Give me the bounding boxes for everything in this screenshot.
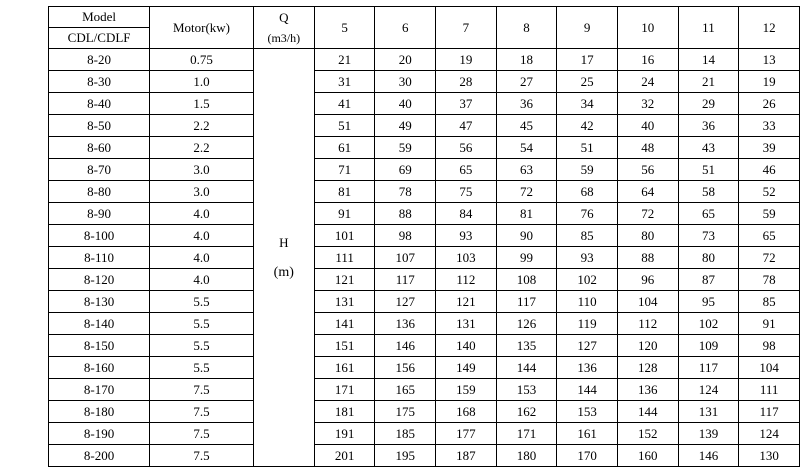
table-row — [49, 313, 800, 335]
header-flow-8: 8 — [496, 7, 557, 49]
cell-head-value: 141 — [314, 313, 375, 335]
pump-performance-table — [48, 6, 800, 467]
cell-head-value: 85 — [739, 291, 800, 313]
cell-head-value: 144 — [557, 379, 618, 401]
cell-head-value: 126 — [496, 313, 557, 335]
cell-head-value: 160 — [617, 445, 678, 467]
header-flow-9: 9 — [557, 7, 618, 49]
cell-head-value: 131 — [314, 291, 375, 313]
cell-head-value: 76 — [557, 203, 618, 225]
cell-head-value: 18 — [496, 49, 557, 71]
cell-head-value: 40 — [617, 115, 678, 137]
cell-model: 8-160 — [49, 357, 150, 379]
cell-head-value: 51 — [557, 137, 618, 159]
cell-head-value: 72 — [739, 247, 800, 269]
table-row — [49, 423, 800, 445]
cell-head-value: 85 — [557, 225, 618, 247]
cell-head-value: 93 — [557, 247, 618, 269]
cell-head-value: 104 — [617, 291, 678, 313]
cell-head-value: 159 — [436, 379, 497, 401]
cell-head-value: 107 — [375, 247, 436, 269]
cell-head-value: 64 — [617, 181, 678, 203]
cell-head-value: 80 — [678, 247, 739, 269]
cell-head-value: 81 — [314, 181, 375, 203]
cell-motor: 3.0 — [150, 181, 254, 203]
cell-model: 8-150 — [49, 335, 150, 357]
cell-model: 8-70 — [49, 159, 150, 181]
header-model-line1: Model — [49, 7, 149, 28]
cell-head-value: 124 — [678, 379, 739, 401]
cell-head-value: 119 — [557, 313, 618, 335]
cell-head-value: 65 — [436, 159, 497, 181]
cell-head-value: 56 — [436, 137, 497, 159]
pump-performance-sheet — [0, 6, 800, 463]
table-row — [49, 137, 800, 159]
cell-head-value: 95 — [678, 291, 739, 313]
cell-head-value: 108 — [496, 269, 557, 291]
cell-head-value: 170 — [557, 445, 618, 467]
cell-head-value: 84 — [436, 203, 497, 225]
cell-head-value: 111 — [739, 379, 800, 401]
cell-head-value: 59 — [557, 159, 618, 181]
cell-head-value: 49 — [375, 115, 436, 137]
cell-head-value: 161 — [557, 423, 618, 445]
cell-head-value: 43 — [678, 137, 739, 159]
cell-head-value: 93 — [436, 225, 497, 247]
header-model — [49, 7, 150, 49]
cell-head-value: 112 — [617, 313, 678, 335]
cell-head-value: 168 — [436, 401, 497, 423]
table-row — [49, 291, 800, 313]
cell-head-value: 127 — [557, 335, 618, 357]
table-row — [49, 401, 800, 423]
cell-head-value: 31 — [314, 71, 375, 93]
cell-head-value: 73 — [678, 225, 739, 247]
cell-head-value: 24 — [617, 71, 678, 93]
cell-head-value: 63 — [496, 159, 557, 181]
cell-head-value: 25 — [557, 71, 618, 93]
cell-head-value: 195 — [375, 445, 436, 467]
table-row — [49, 379, 800, 401]
cell-motor: 5.5 — [150, 335, 254, 357]
header-q-symbol: Q — [279, 9, 289, 25]
cell-head-value: 121 — [436, 291, 497, 313]
header-flow-11: 11 — [678, 7, 739, 49]
cell-head-value: 130 — [739, 445, 800, 467]
cell-motor: 4.0 — [150, 247, 254, 269]
cell-head-value: 19 — [739, 71, 800, 93]
cell-head-value: 180 — [496, 445, 557, 467]
table-row — [49, 269, 800, 291]
cell-motor: 7.5 — [150, 445, 254, 467]
header-h-unit: (m) — [273, 264, 294, 280]
cell-head-value: 91 — [314, 203, 375, 225]
cell-model: 8-200 — [49, 445, 150, 467]
cell-head-value: 185 — [375, 423, 436, 445]
cell-motor: 1.0 — [150, 71, 254, 93]
cell-head-value: 65 — [739, 225, 800, 247]
cell-head-value: 88 — [617, 247, 678, 269]
cell-head-value: 161 — [314, 357, 375, 379]
cell-head-value: 51 — [678, 159, 739, 181]
cell-head-value: 112 — [436, 269, 497, 291]
cell-head-value: 103 — [436, 247, 497, 269]
cell-head-value: 140 — [436, 335, 497, 357]
cell-head-value: 33 — [739, 115, 800, 137]
cell-head-value: 146 — [375, 335, 436, 357]
cell-head-value: 54 — [496, 137, 557, 159]
cell-head-value: 45 — [496, 115, 557, 137]
cell-head-value: 162 — [496, 401, 557, 423]
cell-head-value: 127 — [375, 291, 436, 313]
cell-head-value: 72 — [617, 203, 678, 225]
header-q-unit: (m3/h) — [267, 30, 301, 45]
cell-head-value: 128 — [617, 357, 678, 379]
cell-head-value: 65 — [678, 203, 739, 225]
table-row — [49, 93, 800, 115]
table-body — [49, 7, 800, 467]
cell-motor: 5.5 — [150, 313, 254, 335]
cell-head-value: 39 — [739, 137, 800, 159]
cell-head-value: 171 — [496, 423, 557, 445]
cell-model: 8-130 — [49, 291, 150, 313]
cell-head-value: 136 — [557, 357, 618, 379]
cell-model: 8-170 — [49, 379, 150, 401]
cell-head-value: 37 — [436, 93, 497, 115]
cell-model: 8-50 — [49, 115, 150, 137]
cell-model: 8-80 — [49, 181, 150, 203]
cell-head-value: 59 — [375, 137, 436, 159]
cell-head-value: 153 — [496, 379, 557, 401]
cell-head-value: 99 — [496, 247, 557, 269]
cell-head-value: 91 — [739, 313, 800, 335]
cell-head-value: 98 — [375, 225, 436, 247]
cell-head-value: 110 — [557, 291, 618, 313]
cell-head-value: 136 — [375, 313, 436, 335]
header-flow-q — [253, 7, 314, 49]
cell-motor: 5.5 — [150, 291, 254, 313]
table-row — [49, 181, 800, 203]
cell-head-value: 117 — [678, 357, 739, 379]
table-row — [49, 225, 800, 247]
cell-head-value: 59 — [739, 203, 800, 225]
cell-head-value: 136 — [617, 379, 678, 401]
cell-head-value: 27 — [496, 71, 557, 93]
cell-head-value: 102 — [678, 313, 739, 335]
cell-head-value: 117 — [739, 401, 800, 423]
cell-model: 8-180 — [49, 401, 150, 423]
cell-head-value: 58 — [678, 181, 739, 203]
cell-head-value: 102 — [557, 269, 618, 291]
cell-head-value: 101 — [314, 225, 375, 247]
cell-head-value: 98 — [739, 335, 800, 357]
cell-head-value: 177 — [436, 423, 497, 445]
cell-motor: 5.5 — [150, 357, 254, 379]
cell-motor: 7.5 — [150, 423, 254, 445]
cell-head-value: 117 — [375, 269, 436, 291]
cell-head-value: 181 — [314, 401, 375, 423]
cell-head-value: 13 — [739, 49, 800, 71]
cell-head-value: 34 — [557, 93, 618, 115]
cell-head-value: 135 — [496, 335, 557, 357]
cell-head-value: 109 — [678, 335, 739, 357]
cell-head-value: 32 — [617, 93, 678, 115]
cell-model: 8-120 — [49, 269, 150, 291]
cell-head-value: 48 — [617, 137, 678, 159]
cell-head-value: 146 — [678, 445, 739, 467]
cell-head-value: 120 — [617, 335, 678, 357]
cell-motor: 2.2 — [150, 115, 254, 137]
cell-model: 8-20 — [49, 49, 150, 71]
cell-model: 8-140 — [49, 313, 150, 335]
cell-head-value: 17 — [557, 49, 618, 71]
cell-head-value: 19 — [436, 49, 497, 71]
cell-head-value: 61 — [314, 137, 375, 159]
cell-head-value: 20 — [375, 49, 436, 71]
cell-head-value: 153 — [557, 401, 618, 423]
header-h-symbol: H — [279, 234, 289, 250]
cell-head-value: 171 — [314, 379, 375, 401]
cell-head-value: 96 — [617, 269, 678, 291]
cell-head-value: 21 — [678, 71, 739, 93]
cell-head-value: 52 — [739, 181, 800, 203]
cell-head-value: 14 — [678, 49, 739, 71]
table-row — [49, 203, 800, 225]
cell-head-value: 124 — [739, 423, 800, 445]
cell-model: 8-110 — [49, 247, 150, 269]
cell-head-value: 26 — [739, 93, 800, 115]
cell-head-value: 28 — [436, 71, 497, 93]
cell-head-value: 40 — [375, 93, 436, 115]
cell-head-value: 152 — [617, 423, 678, 445]
cell-head-value: 175 — [375, 401, 436, 423]
cell-head-value: 41 — [314, 93, 375, 115]
table-row — [49, 247, 800, 269]
cell-motor: 4.0 — [150, 269, 254, 291]
cell-motor: 0.75 — [150, 49, 254, 71]
cell-head-value: 36 — [496, 93, 557, 115]
cell-head-value: 30 — [375, 71, 436, 93]
cell-head-value: 187 — [436, 445, 497, 467]
cell-motor: 7.5 — [150, 401, 254, 423]
cell-head-value: 121 — [314, 269, 375, 291]
header-motor: Motor(kw) — [150, 7, 254, 49]
table-row — [49, 357, 800, 379]
cell-head-value: 201 — [314, 445, 375, 467]
cell-head-value: 29 — [678, 93, 739, 115]
cell-model: 8-100 — [49, 225, 150, 247]
table-row — [49, 335, 800, 357]
cell-head-value: 80 — [617, 225, 678, 247]
header-flow-7: 7 — [436, 7, 497, 49]
header-model-line2: CDL/CDLF — [67, 30, 131, 45]
header-head-h — [253, 49, 314, 467]
cell-model: 8-40 — [49, 93, 150, 115]
cell-head-value: 69 — [375, 159, 436, 181]
cell-motor: 4.0 — [150, 203, 254, 225]
cell-head-value: 191 — [314, 423, 375, 445]
cell-head-value: 156 — [375, 357, 436, 379]
cell-motor: 4.0 — [150, 225, 254, 247]
cell-head-value: 46 — [739, 159, 800, 181]
cell-head-value: 104 — [739, 357, 800, 379]
header-flow-10: 10 — [617, 7, 678, 49]
cell-head-value: 51 — [314, 115, 375, 137]
cell-model: 8-60 — [49, 137, 150, 159]
cell-head-value: 117 — [496, 291, 557, 313]
cell-head-value: 87 — [678, 269, 739, 291]
table-row — [49, 49, 800, 71]
cell-head-value: 88 — [375, 203, 436, 225]
cell-model: 8-30 — [49, 71, 150, 93]
cell-head-value: 21 — [314, 49, 375, 71]
table-row — [49, 71, 800, 93]
header-flow-12: 12 — [739, 7, 800, 49]
cell-head-value: 131 — [678, 401, 739, 423]
cell-head-value: 78 — [739, 269, 800, 291]
cell-head-value: 16 — [617, 49, 678, 71]
cell-head-value: 42 — [557, 115, 618, 137]
cell-head-value: 78 — [375, 181, 436, 203]
cell-model: 8-190 — [49, 423, 150, 445]
cell-head-value: 144 — [617, 401, 678, 423]
cell-head-value: 75 — [436, 181, 497, 203]
cell-head-value: 131 — [436, 313, 497, 335]
cell-head-value: 81 — [496, 203, 557, 225]
cell-head-value: 36 — [678, 115, 739, 137]
header-flow-6: 6 — [375, 7, 436, 49]
cell-motor: 2.2 — [150, 137, 254, 159]
cell-motor: 1.5 — [150, 93, 254, 115]
cell-head-value: 144 — [496, 357, 557, 379]
cell-head-value: 72 — [496, 181, 557, 203]
cell-head-value: 139 — [678, 423, 739, 445]
cell-head-value: 68 — [557, 181, 618, 203]
cell-head-value: 56 — [617, 159, 678, 181]
table-row — [49, 115, 800, 137]
header-flow-5: 5 — [314, 7, 375, 49]
cell-head-value: 71 — [314, 159, 375, 181]
table-row — [49, 159, 800, 181]
cell-motor: 7.5 — [150, 379, 254, 401]
cell-model: 8-90 — [49, 203, 150, 225]
cell-head-value: 111 — [314, 247, 375, 269]
table-row — [49, 445, 800, 467]
cell-head-value: 149 — [436, 357, 497, 379]
cell-head-value: 151 — [314, 335, 375, 357]
cell-head-value: 165 — [375, 379, 436, 401]
cell-head-value: 90 — [496, 225, 557, 247]
cell-motor: 3.0 — [150, 159, 254, 181]
cell-head-value: 47 — [436, 115, 497, 137]
